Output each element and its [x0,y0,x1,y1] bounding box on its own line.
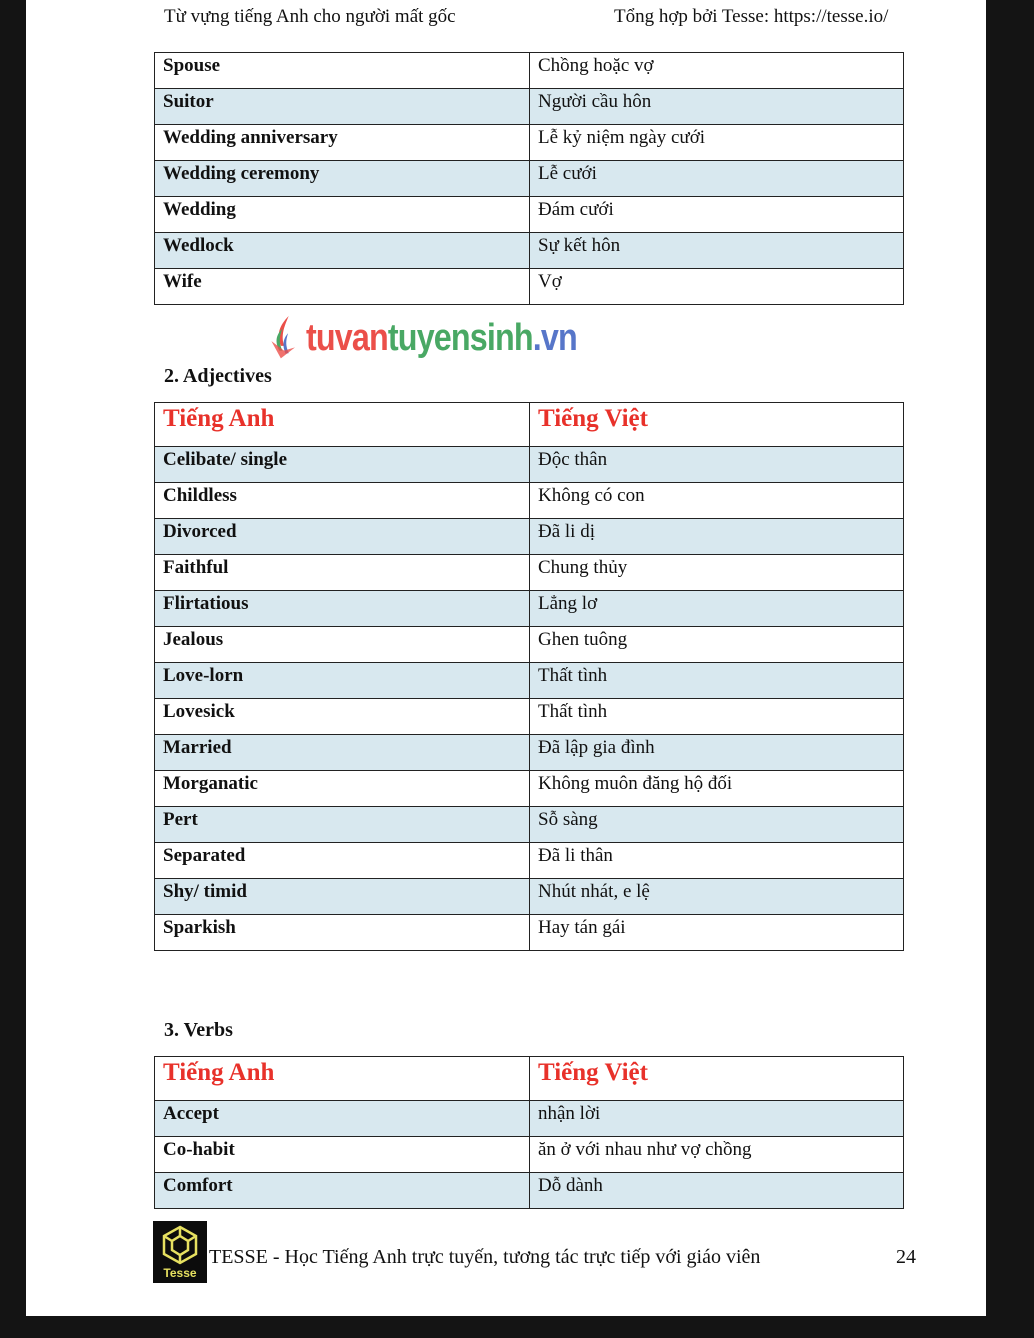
vietnamese-meaning: Không muôn đăng hộ đối [530,771,904,807]
table-row [155,269,904,305]
table-row [155,663,904,699]
table-row [155,699,904,735]
vietnamese-meaning: Đã lập gia đình [530,735,904,771]
table-row [155,197,904,233]
english-term: Faithful [155,555,530,591]
table-row [155,89,904,125]
vietnamese-meaning: Thất tình [530,699,904,735]
table-row [155,591,904,627]
vietnamese-meaning: Đã li dị [530,519,904,555]
table-row [155,53,904,89]
english-term: Wedding ceremony [155,161,530,197]
document-page [26,0,986,1316]
table-row [155,125,904,161]
vietnamese-meaning: Sự kết hôn [530,233,904,269]
english-term: Sparkish [155,915,530,951]
english-term: Pert [155,807,530,843]
watermark-text-1: tuvan [306,317,388,359]
vietnamese-meaning: ăn ở với nhau như vợ chồng [530,1137,904,1173]
english-term: Wedding [155,197,530,233]
header-left: Từ vựng tiếng Anh cho người mất gốc [164,6,456,27]
vietnamese-meaning: Ghen tuông [530,627,904,663]
cube-icon [153,1224,207,1266]
vietnamese-meaning: Hay tán gái [530,915,904,951]
english-term: Celibate/ single [155,447,530,483]
table-header-row [155,1057,904,1101]
english-term: Wedlock [155,233,530,269]
table-row [155,843,904,879]
vietnamese-meaning: Đám cưới [530,197,904,233]
table-row [155,1137,904,1173]
page-number: 24 [896,1246,916,1268]
table-row [155,1101,904,1137]
table-header-row [155,403,904,447]
vietnamese-meaning: Không có con [530,483,904,519]
vietnamese-meaning: Dỗ dành [530,1173,904,1209]
table-row [155,879,904,915]
table-row [155,483,904,519]
watermark [266,316,746,360]
table-row [155,735,904,771]
english-term: Wedding anniversary [155,125,530,161]
english-term: Accept [155,1101,530,1137]
header-english: Tiếng Anh [155,1057,530,1101]
english-term: Childless [155,483,530,519]
english-term: Divorced [155,519,530,555]
header-english: Tiếng Anh [155,403,530,447]
table-row [155,519,904,555]
logo-text: Tesse [163,1266,197,1280]
english-term: Lovesick [155,699,530,735]
table-adjectives [154,402,904,951]
english-term: Spouse [155,53,530,89]
english-term: Flirtatious [155,591,530,627]
header-vietnamese: Tiếng Việt [530,403,904,447]
vietnamese-meaning: Vợ [530,269,904,305]
section-title-verbs: 3. Verbs [164,1019,233,1041]
english-term: Wife [155,269,530,305]
vietnamese-meaning: Sỗ sàng [530,807,904,843]
english-term: Love-lorn [155,663,530,699]
table-row [155,807,904,843]
english-term: Comfort [155,1173,530,1209]
vietnamese-meaning: Lễ kỷ niệm ngày cưới [530,125,904,161]
english-term: Shy/ timid [155,879,530,915]
vietnamese-meaning: Thất tình [530,663,904,699]
table-row [155,627,904,663]
table-row [155,915,904,951]
english-term: Co-habit [155,1137,530,1173]
watermark-text-2: tuyensinh [387,317,533,359]
vietnamese-meaning: Người cầu hôn [530,89,904,125]
english-term: Jealous [155,627,530,663]
vietnamese-meaning: Chồng hoặc vợ [530,53,904,89]
header-vietnamese: Tiếng Việt [530,1057,904,1101]
table-row [155,1173,904,1209]
watermark-text-3: .vn [532,317,577,359]
section-title-adjectives: 2. Adjectives [164,365,272,387]
english-term: Married [155,735,530,771]
vietnamese-meaning: Nhút nhát, e lệ [530,879,904,915]
table-nouns [154,52,904,305]
footer-text: TESSE - Học Tiếng Anh trực tuyến, tương tác trực tiếp với giáo viên [209,1246,761,1268]
english-term: Separated [155,843,530,879]
table-row [155,771,904,807]
vietnamese-meaning: Lễ cưới [530,161,904,197]
table-row [155,233,904,269]
header-right: Tổng hợp bởi Tesse: https://tesse.io/ [614,6,889,27]
vietnamese-meaning: Đã li thân [530,843,904,879]
table-verbs [154,1056,904,1209]
vietnamese-meaning: Chung thủy [530,555,904,591]
table-row [155,555,904,591]
vietnamese-meaning: Độc thân [530,447,904,483]
english-term: Morganatic [155,771,530,807]
vietnamese-meaning: nhận lời [530,1101,904,1137]
tesse-logo [153,1221,207,1283]
table-row [155,447,904,483]
english-term: Suitor [155,89,530,125]
table-row [155,161,904,197]
flame-logo-icon [266,316,302,360]
vietnamese-meaning: Lẳng lơ [530,591,904,627]
